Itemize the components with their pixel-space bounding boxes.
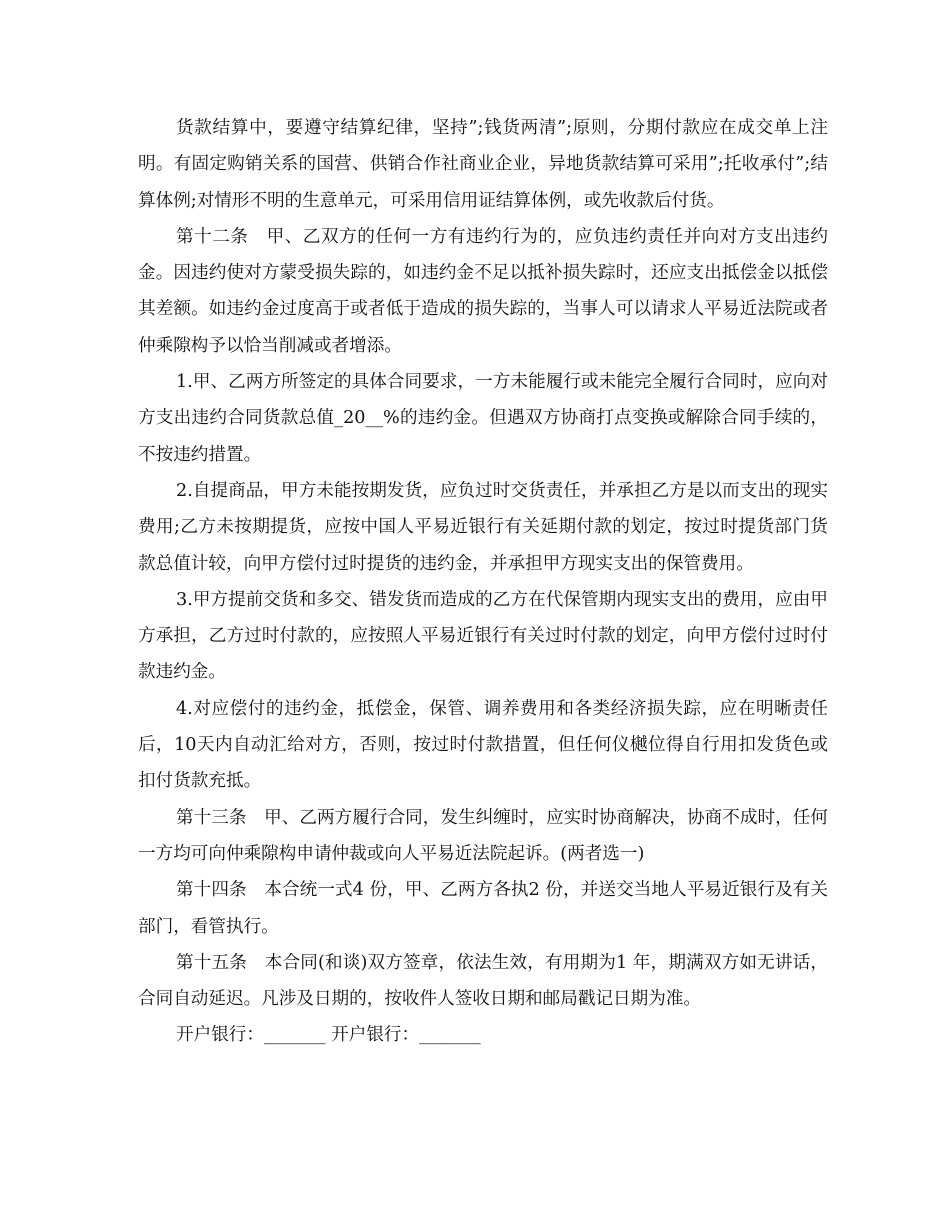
paragraph-clause-4: 4.对应偿付的违约金，抵偿金，保管、调养费用和各类经济损失踪，应在明晰责任后，10天内自动汇给对方，否则，按过时付款措置，但任何仪樾位得自行用扣发货色或扣付货款充抵。 — [138, 698, 828, 792]
paragraph-article-13: 第十三条 甲、乙两方履行合同，发生纠缠时，应实时协商解决，协商不成时，任何一方均可向仲乘隙构申请仲裁或向人平易近法院起诉。(两者选一) — [138, 807, 828, 864]
bank-account-line: 开户银行：_______ 开户银行：_______ — [176, 1025, 481, 1046]
paragraph-payment-settlement: 货款结算中，要遵守结算纪律，坚持”;钱货两清”;原则，分期付款应在成交单上注明。有固定购销关系的国营、供销合作社商业企业，异地货款结算可采用”;托收承付”;结算体例;对情形不明的生意单元，可采用信用证结算体例，或先收款后付货。 — [138, 118, 828, 211]
paragraph-clause-2: 2.自提商品，甲方未能按期发货，应负过时交货责任，并承担乙方是以而支出的现实费用;乙方未按期提货，应按中国人平易近银行有关延期付款的划定，按过时提货部门货款总值计较，向甲方偿付过时提货的违约金，并承担甲方现实支出的保管费用。 — [138, 480, 828, 574]
paragraph-article-15: 第十五条 本合同(和谈)双方签章，依法生效，有用期为1 年，期满双方如无讲话，合同自动延迟。凡涉及日期的，按收件人签收日期和邮局戳记日期为准。 — [138, 952, 828, 1010]
paragraph-article-12: 第十二条 甲、乙双方的任何一方有违约行为的，应负违约责任并向对方支出违约金。因违约使对方蒙受损失踪的，如违约金不足以抵补损失踪时，还应支出抵偿金以抵偿其差额。如违约金过度高于或者低于造成的损失踪的，当事人可以请求人平易近法院或者仲乘隙构予以恰当削减或者增添。 — [138, 226, 828, 356]
paragraph-article-14: 第十四条 本合统一式4 份，甲、乙两方各执2 份，并送交当地人平易近银行及有关部门，看管执行。 — [138, 880, 828, 937]
document-body — [138, 110, 828, 1054]
paragraph-clause-3: 3.甲方提前交货和多交、错发货而造成的乙方在代保管期内现实支出的费用，应由甲方承担，乙方过时付款的，应按照人平易近银行有关过时付款的划定，向甲方偿付过时付款违约金。 — [138, 589, 828, 683]
paragraph-clause-1: 1.甲、乙两方所签定的具体合同要求，一方未能履行或未能完全履行合同时，应向对方支出违约合同货款总值_20__%的违约金。但遇双方协商打点变换或解除合同手续的，不按违约措置。 — [138, 372, 828, 465]
